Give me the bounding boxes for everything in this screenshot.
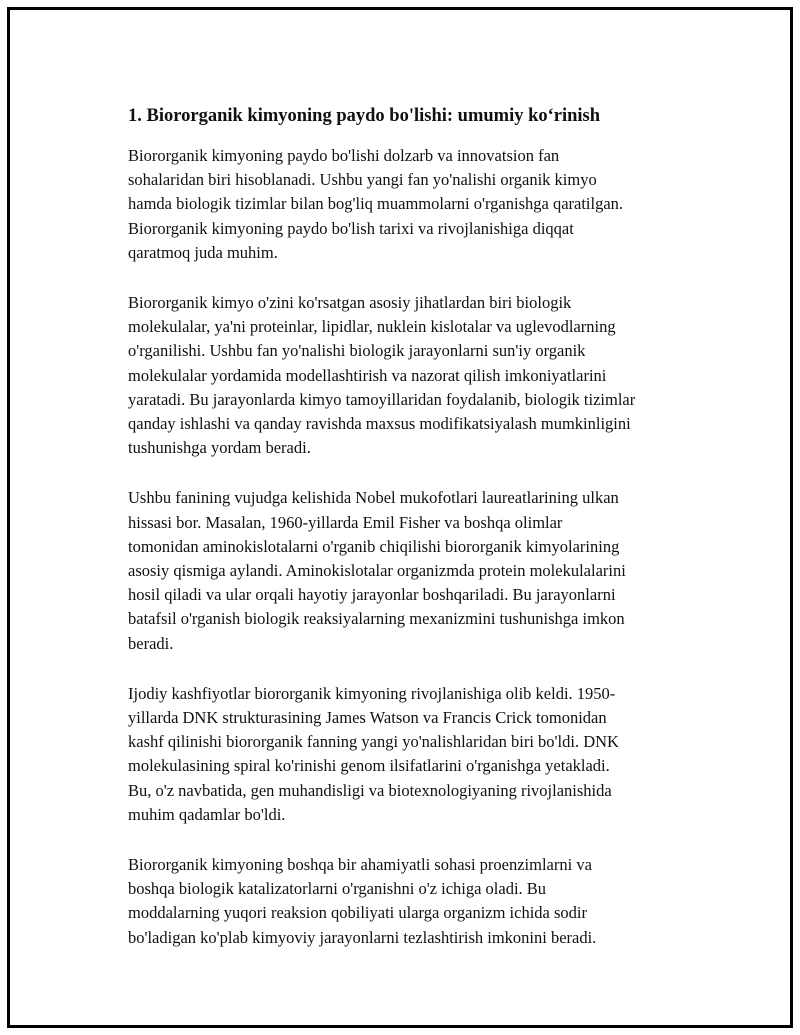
paragraph-line: Biororganik kimyoning paydo bo'lish tarixi va rivojlanishiga diqqat bbox=[128, 218, 574, 238]
paragraph-line: Bu, o'z navbatida, gen muhandisligi va biotexnologiyaning rivojlanishida bbox=[128, 780, 612, 800]
paragraph-line: moddalarning yuqori reaksion qobiliyati ularga organizm ichida sodir bbox=[128, 903, 587, 923]
paragraph-4 bbox=[128, 682, 698, 827]
paragraph-line: batafsil o'rganish biologik reaksiyalarning mexanizmini tushunishga imkon bbox=[128, 609, 625, 629]
paragraph-line: qaratmoq juda muhim. bbox=[128, 242, 278, 262]
paragraph-line: Biororganik kimyo o'zini ko'rsatgan asosiy jihatlardan biri biologik bbox=[128, 293, 572, 313]
section-heading: 1. Biororganik kimyoning paydo bo'lishi: umumiy ko‘rinish bbox=[128, 106, 601, 126]
paragraph-1 bbox=[128, 144, 698, 265]
paragraph-line: bo'ladigan ko'plab kimyoviy jarayonlarni tezlashtirish imkonini beradi. bbox=[128, 927, 597, 947]
paragraph-3 bbox=[128, 486, 698, 655]
paragraph-line: Ushbu fanining vujudga kelishida Nobel mukofotlari laureatlarining ulkan bbox=[128, 488, 619, 508]
paragraph-5 bbox=[128, 853, 698, 950]
paragraph-line: hamda biologik tizimlar bilan bog'liq muammolarni o'rganishga qaratilgan. bbox=[128, 194, 624, 214]
paragraph-line: molekulalar yordamida modellashtirish va nazorat qilish imkoniyatlarini bbox=[128, 365, 607, 385]
paragraph-line: asosiy qismiga aylandi. Aminokislotalar organizmda protein molekulalarini bbox=[128, 561, 626, 581]
paragraph-line: molekulasining spiral ko'rinishi genom ilsifatlarini o'rganishga yetakladi. bbox=[128, 756, 610, 776]
paragraph-line: tomonidan aminokislotalarni o'rganib chiqilishi biororganik kimyolarining bbox=[128, 536, 620, 556]
paragraph-line: hissasi bor. Masalan, 1960-yillarda Emil Fisher va boshqa olimlar bbox=[128, 512, 563, 532]
paragraph-line: beradi. bbox=[128, 633, 174, 653]
page-frame bbox=[7, 7, 793, 1028]
paragraph-line: kashf qilinishi biororganik fanning yangi yo'nalishlaridan biri bo'ldi. DNK bbox=[128, 732, 619, 752]
paragraph-2 bbox=[128, 291, 698, 460]
paragraph-line: yaratadi. Bu jarayonlarda kimyo tamoyillaridan foydalanib, biologik tizimlar bbox=[128, 389, 636, 409]
document-body bbox=[128, 104, 698, 976]
paragraph-line: yillarda DNK strukturasining James Watson va Francis Crick tomonidan bbox=[128, 708, 607, 728]
paragraph-line: qanday ishlashi va qanday ravishda maxsus modifikatsiyalash mumkinligini bbox=[128, 414, 631, 434]
paragraph-line: molekulalar, ya'ni proteinlar, lipidlar, nuklein kislotalar va uglevodlarning bbox=[128, 317, 616, 337]
paragraph-line: muhim qadamlar bo'ldi. bbox=[128, 804, 286, 824]
paragraph-line: hosil qiladi va ular orqali hayotiy jarayonlar boshqariladi. Bu jarayonlarni bbox=[128, 585, 616, 605]
paragraph-line: Biororganik kimyoning paydo bo'lishi dolzarb va innovatsion fan bbox=[128, 146, 560, 165]
paragraph-line: Ijodiy kashfiyotlar biororganik kimyoning rivojlanishiga olib keldi. 1950- bbox=[128, 683, 616, 703]
paragraph-line: tushunishga yordam beradi. bbox=[128, 438, 311, 458]
paragraph-line: boshqa biologik katalizatorlarni o'rganishni o'z ichiga oladi. Bu bbox=[128, 879, 547, 899]
paragraph-line: Biororganik kimyoning boshqa bir ahamiyatli sohasi proenzimlarni va bbox=[128, 855, 592, 875]
paragraph-line: o'rganilishi. Ushbu fan yo'nalishi biologik jarayonlarni sun'iy organik bbox=[128, 341, 586, 361]
paragraph-line: sohalaridan biri hisoblanadi. Ushbu yangi fan yo'nalishi organik kimyo bbox=[128, 170, 597, 190]
